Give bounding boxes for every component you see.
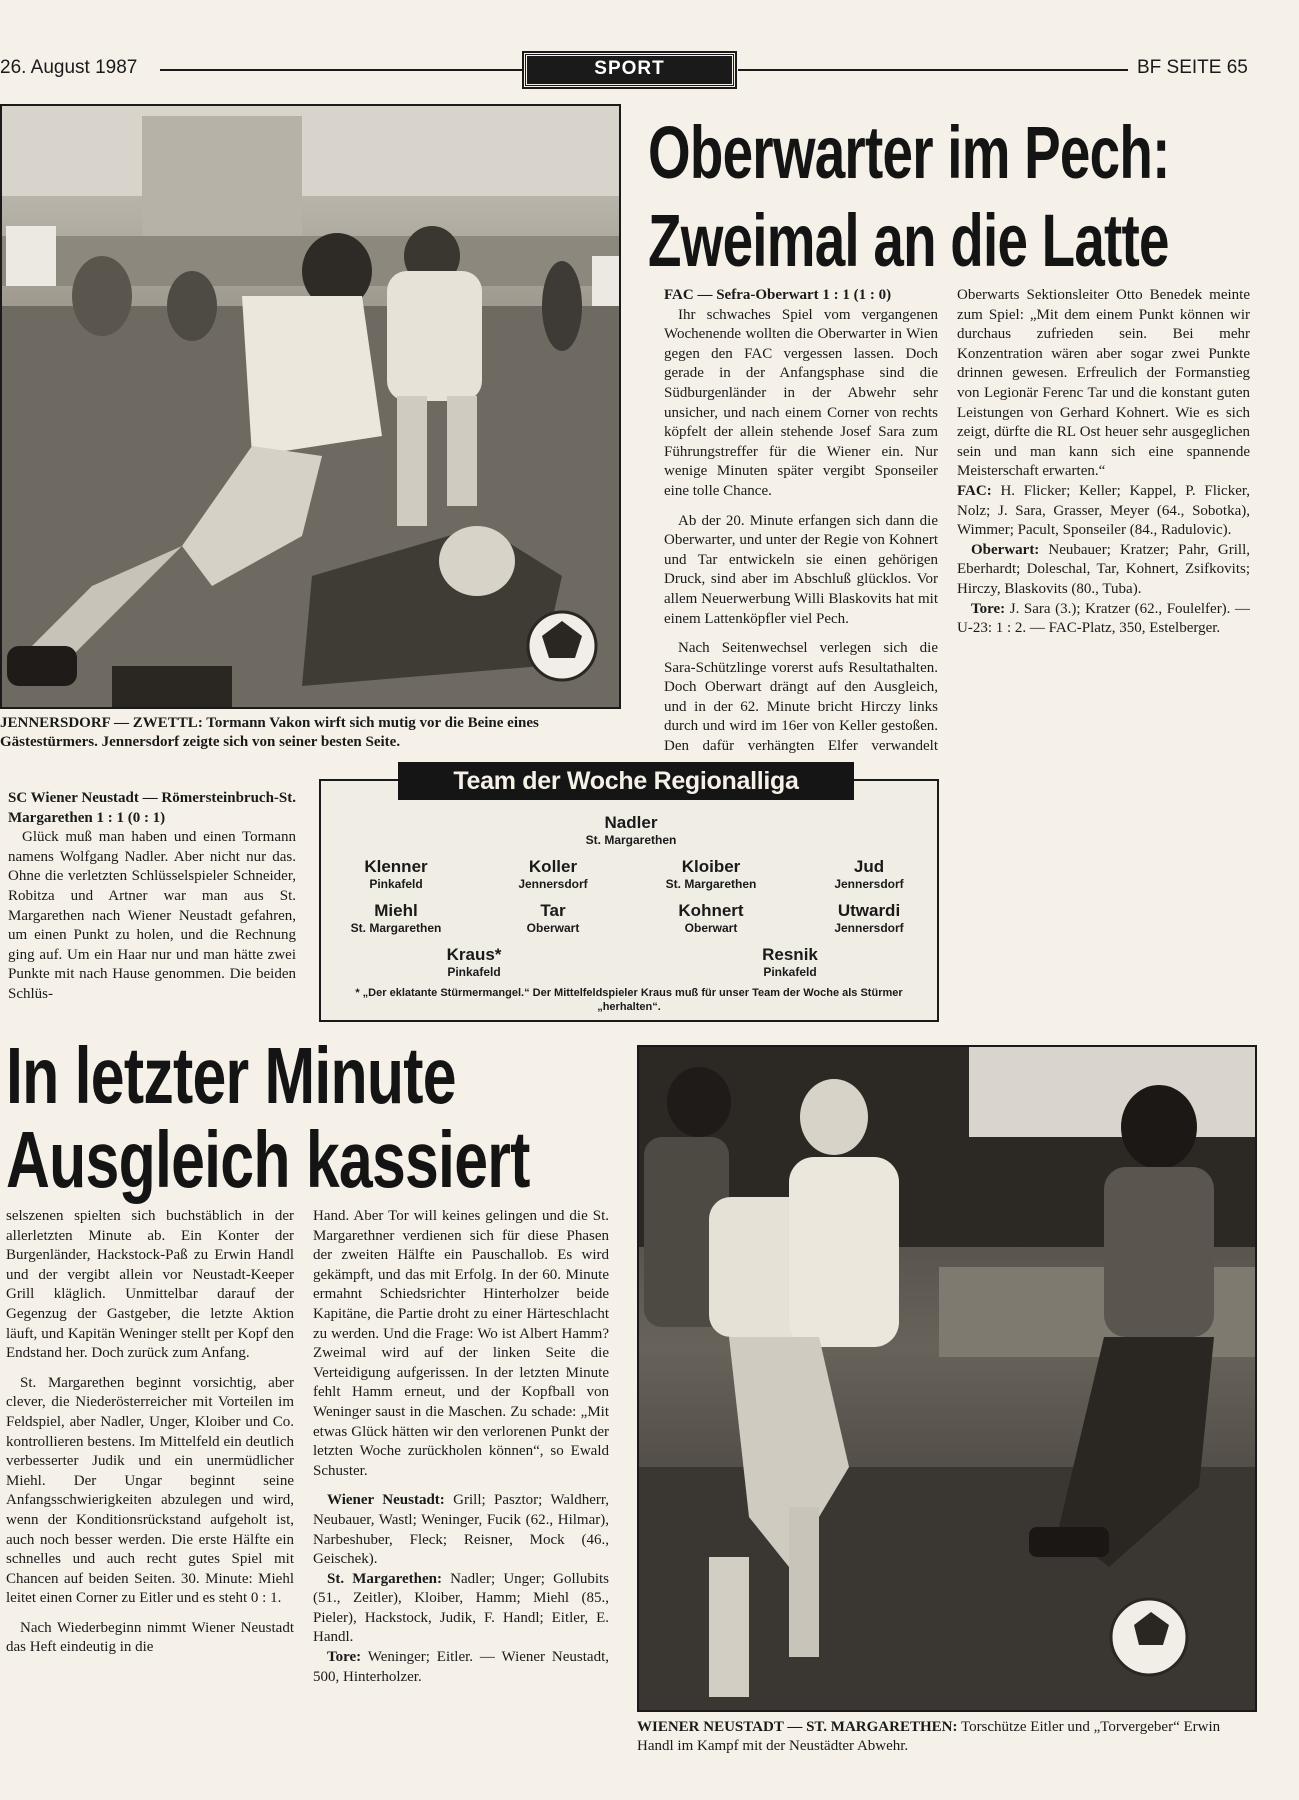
player-club: Pinkafeld [369,877,423,891]
article-oberwart-p2: Ab der 20. Minute erfangen sich dann die Oberwarter, und unter der Regie von Kohnert und Tar entwickeln sie einen gehörigen Druck, sind aber im Abschluß glücklos. Vor allem Neuerwerbung Willi Blaskovits hat mit einem Lattenköpfler viel Pech. [664,512,938,627]
player-attack-1 [379,945,569,980]
lineup-fac [957,482,1250,541]
player-club: Pinkafeld [763,965,817,979]
player-club: St. Margarethen [350,921,442,935]
player-name: Resnik [762,945,818,964]
article-oberwart-p3: Nach Seitenwechsel verlegen sich die Sara-Schützlinge vorerst aufs Resultathalten. Doch Oberwart drängt auf den Ausgleich, und in der 62. Minute bricht Hirczy links durch und wird im 16er von Keller gestoßen. Den dafür verhängten Elfer verwandelt [664,640,938,755]
headline-oberwart-line1: Oberwarter im Pech: [648,111,1170,194]
article-neustadt-subhead: SC Wiener Neustadt — Römersteinbruch-St. Margarethen 1 : 1 (0 : 1) [8,790,296,826]
player-club: Jennersdorf [834,921,904,935]
player-club: Oberwart [684,921,738,935]
goals-neustadt [313,1648,609,1687]
player-name: Nadler [604,813,658,832]
lineup-wiener-neustadt [313,1491,609,1569]
player-name: Kohnert [678,901,744,920]
player-club: Jennersdorf [834,877,904,891]
article-neustadt-col1 [6,1207,294,1745]
photo-caption-neustadt-bold: WIENER NEUSTADT — ST. MARGARETHEN: [637,1719,958,1735]
article-oberwart-col2 [957,286,1250,1006]
photo-caption-neustadt [637,1718,1257,1756]
lineup-st-margarethen [313,1570,609,1648]
goals-text: J. Sara (3.); Kratzer (62., Foulelfer). — U-23: 1 : 2. — FAC-Platz, 350, Estelberger. [957,600,1250,637]
team-of-the-week-title: Team der Woche Regionalliga [398,762,854,800]
article-neustadt-col2 [313,1207,609,1745]
player-goalkeeper [536,813,726,848]
goals-label: Tore: [327,1649,362,1666]
match-photo-jennersdorf [0,104,621,709]
article-neustadt-p3a: Nach Wiederbeginn nimmt Wiener Neustadt das Heft eindeutig in die [6,1619,294,1656]
article-box-oberwart [637,104,1257,105]
player-club: Jennersdorf [518,877,588,891]
lineup-oberwart-label: Oberwart: [971,541,1040,558]
player-name: Kraus* [446,945,502,964]
player-name: Koller [528,857,578,876]
lineup-wn-players: Grill; Pasztor; Waldherr, Neubauer, Wastl; Weninger, Fucik (62., Hilmar), Narbeshuber, Fleck; Reisner, Mock (46., Geischek). [313,1492,609,1568]
player-defense-4 [774,857,964,892]
player-club: Oberwart [526,921,580,935]
player-club: Pinkafeld [447,965,501,979]
headline-neustadt-line2: Ausgleich kassiert [6,1115,530,1204]
article-neustadt-p3b: Hand. Aber Tor will keines gelingen und die St. Margarethner verdienen sich für diese Phasen der zweiten Hälfte ein Pauschallob. Es wird gekämpft, und das mit Erfolg. In der 60. Minute ermahnt Schiedsrichter Hinterholzer beide Kapitäne, die Partie droht zu einer Härteschlacht zu werden. Und die Frage: Wo ist Albert Hamm? Zweimal wird auf der linken Seite die Verteidigung aufgerissen. In der letzten Minute fehlt Hamm erneut, und der Kopfball von Weninger saust in die Maschen. Zu schade: „Mit etwas Glück hätten wir den verlorenen Punkt der letzten Woche zurückholen können“, so Ewald Schuster. [313,1208,609,1479]
article-oberwart-col1 [664,286,938,758]
lineup-oberwart [957,541,1250,600]
lineup-fac-players: H. Flicker; Keller; Kappel, P. Flicker, Nolz; J. Sara, Grasser, Meyer (64., Sobotka), Wimmer; Pacult, Sponseiler (84., Radulovic). [957,482,1250,539]
header-rule-left [160,69,522,71]
player-name: Jud [853,857,885,876]
page-number: BF SEITE 65 [1137,57,1248,78]
headline-oberwart-line2: Zweimal an die Latte [648,199,1169,282]
player-name: Klenner [364,857,428,876]
player-club: St. Margarethen [665,877,757,891]
team-of-the-week-box [319,779,939,1022]
article-neustadt-p1-cont: selszenen spielten sich buchstäblich in der allerletzten Minute ab. Ein Konter der Burgenländer, Hackstock-Paß zu Erwin Handl und der vergibt allein vor Neustadt-Keeper Grill kläglich. Unmittelbar darauf der Gegenzug der Gastgeber, die letzte Aktion läuft, und Kapitän Weninger stellt per Kopf den Endstand her. Doch zurück zum Anfang. [6,1208,294,1362]
lineup-sm-label: St. Margarethen: [327,1570,442,1587]
photo-caption-neustadt-text: Torschütze Eitler und „Torvergeber“ Erwin Handl im Kampf mit der Neustädter Abwehr. [637,1719,1221,1754]
player-attack-2 [695,945,885,980]
player-name: Miehl [374,901,418,920]
header-rule-right [738,69,1128,71]
section-label: SPORT [524,53,735,87]
article-neustadt-p2: St. Margarethen beginnt vorsichtig, aber clever, die Niederösterreicher mit Vorteilen im Feldspiel, aber Nadler, Unger, Kloiber und Co. kontrollieren bestens. Im Mittelfeld ein deutlich verbesserter Judik und ein unermüdlicher Miehl. Der Ungar beginnt seine Anfangsschwierigkeiten abzulegen und wird, wenn der Konditionsrückstand aufgeholt ist, auch noch besser werden. Die erste Hälfte ein schnelles und auch recht gutes Spiel mit Chancen auf beiden Seiten. 30. Minute: Miehl leitet einen Corner zu Eitler und es steht 0 : 1. [6,1374,294,1607]
match-photo-neustadt [637,1045,1257,1712]
article-oberwart-p4: Oberwarts Sektionsleiter Otto Benedek meinte zum Spiel: „Mit dem einem Punkt können wir durchaus zufrieden sein. Bei mehr Konzentration wären aber sogar zwei Punkte drinnen gewesen. Erfreulich der Formanstieg von Legionär Ferenc Tar und die konstant guten Leistungen von Gerhard Kohnert. Wie es sich zeigt, dürfte die RL Ost heuer sehr ausgeglichen sein und man kann sich eine spannende Meisterschaft erwarten.“ [957,287,1250,480]
article-oberwart-subhead: FAC — Sefra-Oberwart 1 : 1 (1 : 0) [664,287,892,303]
goals-fac-oberwart [957,600,1250,639]
player-name: Kloiber [681,857,741,876]
lineup-oberwart-players: Neubauer; Kratzer; Pahr, Grill, Eberhardt; Doleschal, Tar, Kohnert, Zsifkovits; Hirczy, Blaskovits (80., Tuba). [957,541,1250,597]
player-club: St. Margarethen [585,833,677,847]
goals-text: Weninger; Eitler. — Wiener Neustadt, 500, Hinterholzer. [313,1649,609,1685]
team-note: * „Der eklatante Stürmermangel.“ Der Mittelfeldspieler Kraus muß für unser Team der Woche als Stürmer „herhalten“. [355,987,903,1013]
article-neustadt-p1: Glück muß man haben und einen Tormann namens Wolfgang Nadler. Aber nicht nur das. Ohne die verletzten Schlüsselspieler Schneider, Robitza und Artner war man aus St. Margarethen nach Wiener Neustadt gefahren, um einen Punkt zu holen, und die Rechnung ging auf. Um ein Haar nur und man hätte zwei Punkte mit nach Hause genommen. Die beiden Schlüs- [8,829,296,1002]
player-midfield-4 [774,901,964,936]
lineup-sm-players: Nadler; Unger; Gollubits (51., Zeitler), Kloiber, Hamm; Miehl (85., Pieler), Hackstock, Judik, F. Handl; Eitler, E. Handl. [313,1570,609,1646]
player-name: Tar [540,901,566,920]
issue-date: 26. August 1987 [0,57,138,78]
player-name: Utwardi [837,901,901,920]
article-oberwart-p1: Ihr schwaches Spiel vom vergangenen Wochenende wollten die Oberwarter in Wien gegen den FAC vergessen lassen. Doch gerade in der Anfangsphase sind die Südburgenländer in der Abwehr sehr unsicher, und nach einem Corner von rechts köpfelt der allein stehende Josef Sara zum Führungstreffer für die Wiener ein. Nur wenige Minuten später vergibt Sponseiler eine tolle Chance. [664,306,938,499]
lineup-wn-label: Wiener Neustadt: [327,1492,445,1509]
lineup-fac-label: FAC: [957,482,992,499]
headline-neustadt-line1: In letzter Minute [6,1031,456,1120]
photo-caption-jennersdorf: JENNERSDORF — ZWETTL: Tormann Vakon wirft sich mutig vor die Beine eines Gästestürmers. Jennersdorf zeigte sich von seiner besten Seite. [0,715,539,750]
goals-label: Tore: [971,600,1006,617]
article-neustadt-col-top [8,789,296,1021]
